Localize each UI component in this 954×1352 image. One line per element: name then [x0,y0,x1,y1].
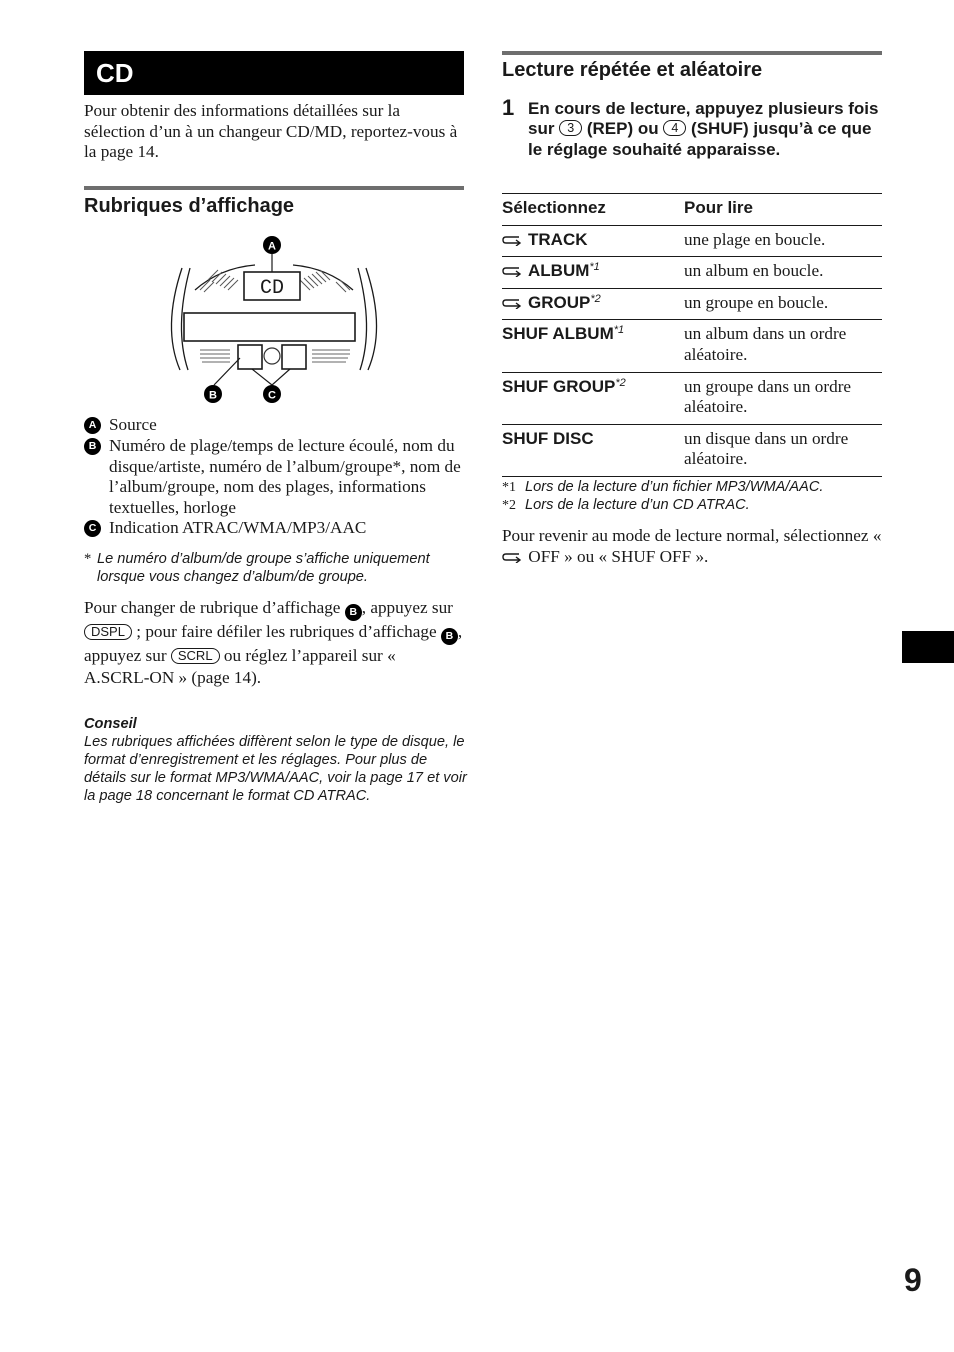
legend-item-source [84,415,464,436]
svg-text:B: B [209,389,217,402]
return-paragraph: Pour revenir au mode de lecture normal, sélectionnez « OFF » ou « SHUF OFF ». [502,526,882,566]
key-3: 3 [559,120,582,136]
cd-heading: CD [96,58,134,88]
dspl-key: DSPL [84,624,132,640]
repeat-icon [502,234,522,246]
text-display-box [184,313,355,341]
table-header-row [502,194,882,226]
asterisk-note [84,550,469,586]
table-row: GROUP$^{*2}$ un groupe en boucle. [502,288,882,320]
header-result: Pour lire [684,198,753,217]
legend-item-track-info [84,436,464,518]
change-display-paragraph: Pour changer de rubrique d’affichage B , appuyez sur DSPL ; pour faire défiler les rubriques d’affichage B , appuyez sur SCRL ou réglez l’appareil sur « A.SCRL-ON » (page 14). [84,598,463,687]
badge-b-icon: B [84,438,101,455]
section-rule [502,51,882,55]
indicator-box-c [282,345,306,369]
badge-c-icon: C [84,520,101,537]
repeat-icon [502,297,522,309]
svg-text:C: C [268,389,276,402]
indicator-box-b [238,345,262,369]
outer-right-arc [366,268,377,370]
scrl-key: SCRL [171,648,220,664]
badge-a-icon: A [84,417,101,434]
key-4: 4 [663,120,686,136]
svg-text:A: A [268,240,276,253]
table-row: SHUF DISC un disque dans un ordre aléatoire. [502,424,882,476]
repeat-shuffle-heading: Lecture répétée et aléatoire [502,59,763,81]
badge-b-icon: B [441,628,458,645]
step-instruction: En cours de lecture, appuyez plusieurs fois sur 3 (REP) ou 4 (SHUF) jusqu’à ce que le réglage souhaité apparaisse. [528,99,879,159]
section-tab-marker [902,631,954,663]
legend-text: Numéro de plage/temps de lecture écoulé, nom du disque/artiste, numéro de l’album/groupe*, nom de l’album/groupe, nom des plages, informations textuelles, horloge [109,436,461,517]
cd-section-header [84,51,464,95]
section-rule [84,186,464,190]
legend-text: Source [109,415,157,434]
intro-paragraph: Pour obtenir des informations détaillées sur la sélection d’un à un changeur CD/MD, reportez-vous à la page 14. [84,101,458,162]
step-number: 1 [502,95,515,120]
legend-item-format [84,518,464,539]
display-heading: Rubriques d’affichage [84,195,295,217]
tip-text: Les rubriques affichées diffèrent selon le type de disque, le format d’enregistrement et les réglages. Pour plus de détails sur le format MP3/WMA/AAC, voir la page 17 et voir la page 18 concernant le format CD ATRAC. [84,734,467,804]
header-select: Sélectionnez [502,198,606,217]
display-diagram [160,232,390,404]
table-row: SHUF ALBUM$^{*1}$ un album dans un ordre aléatoire. [502,320,882,372]
table-row: SHUF GROUP$^{*2}$ un groupe dans un ordre aléatoire. [502,372,882,424]
repeat-shuffle-table [502,193,882,477]
page-number: 9 [904,1262,922,1298]
table-row: ALBUM$^{*1}$ un album en boucle. [502,257,882,289]
tip-heading: Conseil [84,716,137,732]
outer-left-arc [171,268,182,370]
legend-text: Indication ATRAC/WMA/MP3/AAC [109,518,367,537]
asterisk-mark: * [84,551,92,567]
repeat-icon [502,265,522,277]
footnote: *2 Lors de la lecture d’un CD ATRAC. [502,497,750,513]
table-row: TRACK une plage en boucle. [502,225,882,257]
badge-b-icon: B [345,604,362,621]
asterisk-note-text: Le numéro d’album/de groupe s’affiche uniquement lorsque vous changez d’album/de groupe. [97,551,430,585]
source-box-text: CD [259,277,285,300]
footnote: *1 Lors de la lecture d’un fichier MP3/WMA/AAC. [502,479,824,495]
repeat-icon [502,551,522,563]
